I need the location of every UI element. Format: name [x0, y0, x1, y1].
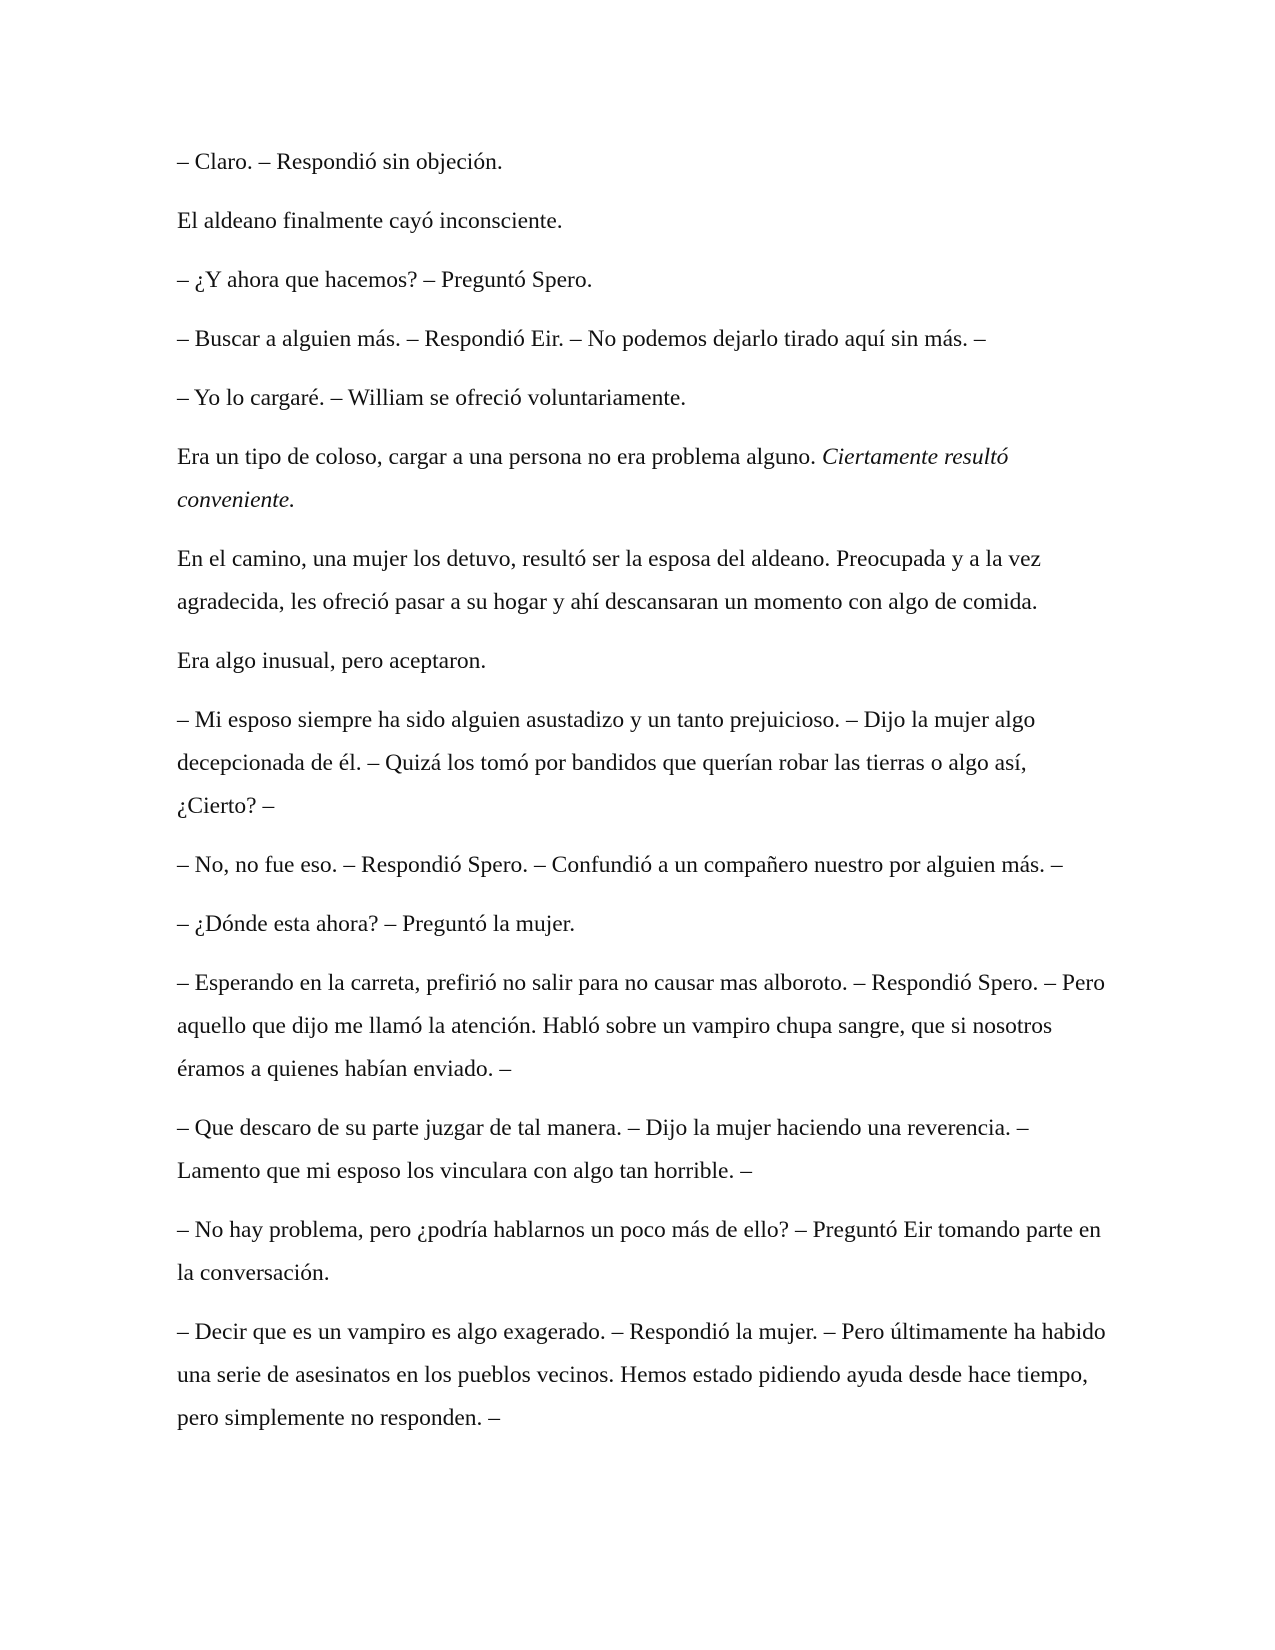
paragraph: – Claro. – Respondió sin objeción. — [177, 149, 503, 175]
paragraph: – Que descaro de su parte juzgar de tal manera. – Dijo la mujer haciendo una reverencia. – Lamento que mi esposo los vinculara con algo tan horrible. – — [177, 1115, 1029, 1184]
paragraph: – Yo lo cargaré. – William se ofreció voluntariamente. — [177, 385, 687, 411]
paragraph: – Mi esposo siempre ha sido alguien asustadizo y un tanto prejuicioso. – Dijo la mujer algo decepcionada de él. – Quizá los tomó por bandidos que querían robar las tierras o algo así, ¿Cierto? – — [177, 707, 1036, 819]
paragraph-text: Era un tipo de coloso, cargar a una persona no era problema alguno. — [177, 444, 822, 470]
document-body — [177, 141, 1107, 1456]
paragraph — [177, 436, 1107, 522]
paragraph: – ¿Dónde esta ahora? – Preguntó la mujer. — [177, 911, 576, 937]
paragraph: – ¿Y ahora que hacemos? – Preguntó Spero. — [177, 267, 593, 293]
paragraph: – No, no fue eso. – Respondió Spero. – Confundió a un compañero nuestro por alguien más. – — [177, 852, 1063, 878]
paragraph: Era algo inusual, pero aceptaron. — [177, 648, 487, 674]
paragraph: – Buscar a alguien más. – Respondió Eir. – No podemos dejarlo tirado aquí sin más. – — [177, 326, 986, 352]
italic-text: Ciertamente resultó conveniente. — [177, 444, 1009, 513]
paragraph: En el camino, una mujer los detuvo, resultó ser la esposa del aldeano. Preocupada y a la vez agradecida, les ofreció pasar a su hogar y ahí descansaran un momento con algo de comida. — [177, 546, 1041, 615]
paragraph: – Esperando en la carreta, prefirió no salir para no causar mas alboroto. – Respondió Spero. – Pero aquello que dijo me llamó la atención. Habló sobre un vampiro chupa sangre, que si nosotros éramos a quienes habían enviado. – — [177, 970, 1105, 1082]
paragraph: – No hay problema, pero ¿podría hablarnos un poco más de ello? – Preguntó Eir tomando parte en la conversación. — [177, 1217, 1102, 1286]
paragraph: El aldeano finalmente cayó inconsciente. — [177, 208, 563, 234]
paragraph: – Decir que es un vampiro es algo exagerado. – Respondió la mujer. – Pero últimamente ha habido una serie de asesinatos en los pueblos vecinos. Hemos estado pidiendo ayuda desde hace tiempo, pero simplemente no responden. – — [177, 1319, 1106, 1431]
